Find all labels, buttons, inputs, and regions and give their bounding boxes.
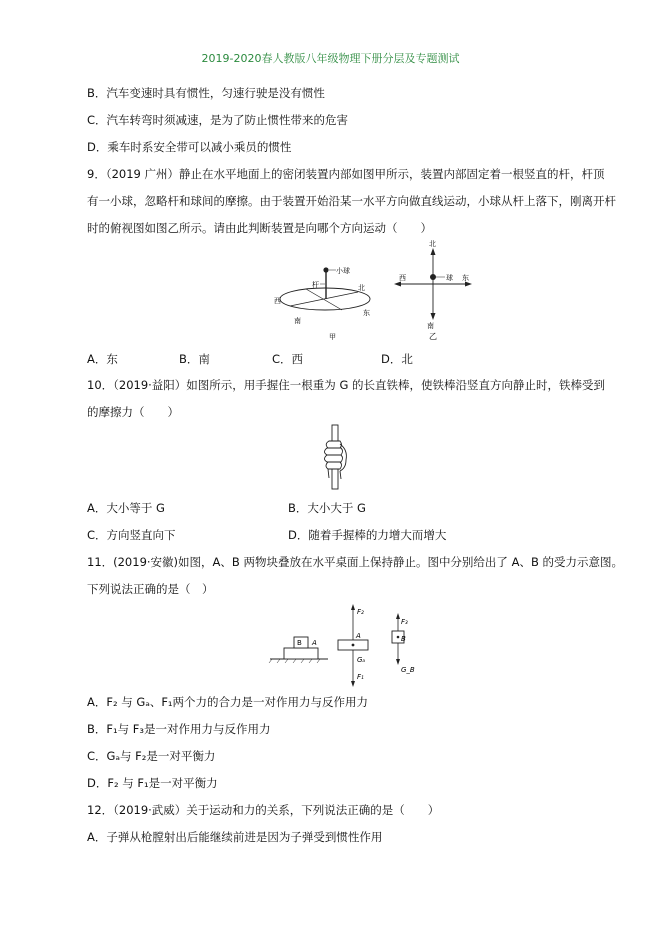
yi-west-label: 西 xyxy=(399,274,406,282)
q11-option-c: C．Gₐ与 F₂是一对平衡力 xyxy=(87,749,216,763)
jia-west-label: 西 xyxy=(274,297,281,305)
q10-option-c: C．方向竖直向下 xyxy=(87,528,176,542)
force-diagram-figure xyxy=(268,602,428,692)
q9-stem-line1: 9．（2019 广州）静止在水平地面上的密闭装置内部如图甲所示，装置内部固定着一根竖直的杆，杆顶 xyxy=(87,167,605,181)
force-ga-label: Gₐ xyxy=(357,656,366,664)
q11-stem-line1: 11．(2019·安徽)如图，A、B 两物块叠放在水平桌面上保持静止。图中分别给出了 A、B 的受力示意图。 xyxy=(87,555,624,569)
q9-option-b: B．南 xyxy=(179,352,210,366)
yi-north-label: 北 xyxy=(429,240,436,248)
q10-option-a: A．大小等于 G xyxy=(87,501,165,515)
diagram-a-label: A xyxy=(356,632,361,640)
q8-option-c: C．汽车转弯时须减速，是为了防止惯性带来的危害 xyxy=(87,113,349,127)
q11-stem-line2: 下列说法正确的是（ ） xyxy=(87,582,214,596)
yi-ball-label: 球 xyxy=(446,274,453,282)
q12-stem: 12．（2019·武威）关于运动和力的关系，下列说法正确的是（ ） xyxy=(87,803,440,817)
q9-option-a: A．东 xyxy=(87,352,118,366)
jia-south-label: 南 xyxy=(294,317,301,325)
q9-stem-line2: 有一小球，忽略杆和球间的摩擦。由于装置开始沿某一水平方向做直线运动，小球从杆上落下，刚离开杆 xyxy=(87,194,616,208)
q8-option-b: B．汽车变速时具有惯性，匀速行驶是没有惯性 xyxy=(87,86,325,100)
q10-stem-line2: 的摩擦力（ ） xyxy=(87,405,179,419)
jia-caption: 甲 xyxy=(329,333,336,341)
yi-south-label: 南 xyxy=(427,322,434,330)
yi-east-label: 东 xyxy=(462,274,469,282)
q11-option-b: B．F₁与 F₃是一对作用力与反作用力 xyxy=(87,722,271,736)
figure-jia xyxy=(270,262,380,342)
force-f2-label: F₂ xyxy=(357,608,364,616)
jia-rod-label: 杆 xyxy=(312,281,319,289)
q10-option-d: D．随着手握棒的力增大而增大 xyxy=(288,528,447,542)
page-header: 2019-2020春人教版八年级物理下册分层及专题测试 xyxy=(201,52,460,65)
stack-label-a: A xyxy=(312,639,317,647)
yi-caption: 乙 xyxy=(429,332,437,341)
force-gb-label: G_B xyxy=(401,666,415,674)
q9-option-d: D．北 xyxy=(381,352,413,366)
q9-stem-line3: 时的俯视图如图乙所示。请由此判断装置是向哪个方向运动（ ） xyxy=(87,221,432,235)
figure-yi xyxy=(384,240,484,340)
q10-option-b: B．大小大于 G xyxy=(288,501,366,515)
q11-option-a: A．F₂ 与 Gₐ、F₁两个力的合力是一对作用力与反作用力 xyxy=(87,695,369,709)
stack-label-b: B xyxy=(297,639,302,647)
q9-option-c: C．西 xyxy=(272,352,304,366)
jia-north-label: 北 xyxy=(358,284,365,292)
jia-ball-label: 小球 xyxy=(336,267,350,275)
q8-option-d: D．乘车时系安全带可以减小乘员的惯性 xyxy=(87,140,292,154)
force-f1-label: F₁ xyxy=(357,673,364,681)
diagram-b-label: B xyxy=(401,635,406,643)
jia-east-label: 东 xyxy=(363,309,370,317)
q12-option-a: A．子弹从枪膛射出后能继续前进是因为子弹受到惯性作用 xyxy=(87,830,383,844)
q10-stem-line1: 10．（2019·益阳）如图所示，用手握住一根重为 G 的长直铁棒，使铁棒沿竖直方向静止时，铁棒受到 xyxy=(87,378,606,392)
force-f3-label: F₃ xyxy=(401,618,408,626)
hand-rod-figure xyxy=(320,424,352,490)
q11-option-d: D．F₂ 与 F₁是一对平衡力 xyxy=(87,776,218,790)
